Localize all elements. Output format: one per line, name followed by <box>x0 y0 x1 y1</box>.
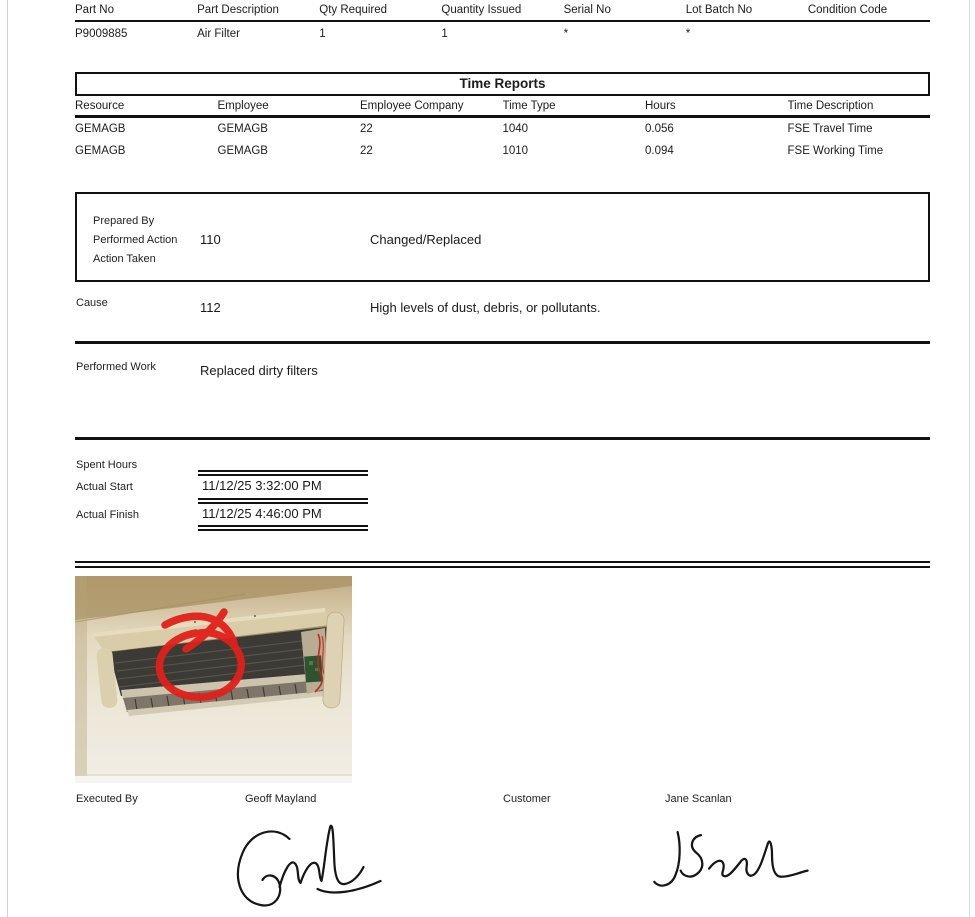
time-reports-cell: 0.056 <box>645 123 674 135</box>
time-reports-cell: GEMAGB <box>75 145 126 157</box>
time-reports-cell: 22 <box>360 123 373 135</box>
field-rule <box>198 525 368 531</box>
time-reports-cell: FSE Travel Time <box>787 123 873 135</box>
parts-header-cell: Qty Required <box>319 4 388 16</box>
field-rule <box>198 498 368 504</box>
ac-unit-photo-image <box>75 576 352 783</box>
cause-label: Cause <box>76 297 108 309</box>
separator-line <box>75 437 930 440</box>
page-edge-left <box>7 0 8 917</box>
ac-unit-photo <box>75 576 352 783</box>
performed-action-code: 110 <box>200 232 221 247</box>
parts-cell: * <box>563 28 569 40</box>
time-reports-header <box>75 99 930 118</box>
performed-action-description: Changed/Replaced <box>370 232 482 247</box>
performed-action-label: Performed Action <box>93 234 178 246</box>
parts-header-cell: Serial No <box>563 4 611 16</box>
ac-circuit-board <box>304 655 323 682</box>
parts-header-cell: Part No <box>75 4 114 16</box>
time-reports-cell: 1010 <box>502 145 529 157</box>
time-reports-cell: FSE Working Time <box>787 145 884 157</box>
parts-header-cell: Part Description <box>197 4 279 16</box>
customer-label: Customer <box>503 793 551 805</box>
customer-signature <box>648 828 826 899</box>
actual-start-value: 11/12/25 3:32:00 PM <box>202 478 322 493</box>
parts-table-row <box>75 27 930 42</box>
double-separator-line <box>75 561 930 568</box>
actual-finish-label: Actual Finish <box>76 509 139 521</box>
spent-hours-label: Spent Hours <box>76 459 138 471</box>
parts-header-cell: Condition Code <box>807 4 888 16</box>
separator-line <box>75 341 930 344</box>
time-reports-cell: 22 <box>360 145 373 157</box>
parts-table-header <box>75 3 930 22</box>
time-reports-header-cell: Hours <box>645 100 676 112</box>
parts-cell: P9009885 <box>75 28 128 40</box>
parts-header-cell: Lot Batch No <box>685 4 753 16</box>
actual-start-label: Actual Start <box>76 481 133 493</box>
time-reports-header-cell: Time Type <box>502 100 556 112</box>
time-reports-title: Time Reports <box>75 72 930 96</box>
time-reports-row <box>75 144 930 159</box>
parts-cell: * <box>685 28 691 40</box>
time-reports-row <box>75 122 930 137</box>
cause-code: 112 <box>200 300 221 315</box>
performed-work-value: Replaced dirty filters <box>200 363 318 378</box>
parts-cell <box>808 27 930 42</box>
cause-description: High levels of dust, debris, or pollutants. <box>370 300 601 315</box>
customer-name: Jane Scanlan <box>665 793 732 805</box>
action-taken-label: Action Taken <box>93 253 156 265</box>
parts-header-cell: Quantity Issued <box>441 4 522 16</box>
executed-by-name: Geoff Mayland <box>245 793 317 805</box>
time-reports-cell: GEMAGB <box>217 123 268 135</box>
executed-by-signature <box>228 817 396 917</box>
time-reports-header-cell: Employee Company <box>360 100 464 112</box>
page-edge-right <box>969 0 970 917</box>
time-reports-cell: GEMAGB <box>75 123 126 135</box>
parts-cell: Air Filter <box>197 28 240 40</box>
time-reports-cell: 0.094 <box>645 145 674 157</box>
time-reports-header-cell: Employee <box>217 100 269 112</box>
performed-work-label: Performed Work <box>76 361 156 373</box>
time-reports-header-cell: Resource <box>75 100 125 112</box>
time-reports-cell: GEMAGB <box>217 145 268 157</box>
time-reports-header-cell: Time Description <box>787 100 874 112</box>
prepared-by-label: Prepared By <box>93 215 155 227</box>
actual-finish-value: 11/12/25 4:46:00 PM <box>202 506 322 521</box>
action-box <box>75 192 930 282</box>
field-rule <box>198 470 368 476</box>
parts-cell: 1 <box>319 28 326 40</box>
parts-cell: 1 <box>441 28 448 40</box>
executed-by-label: Executed By <box>76 793 138 805</box>
time-reports-cell: 1040 <box>502 123 529 135</box>
